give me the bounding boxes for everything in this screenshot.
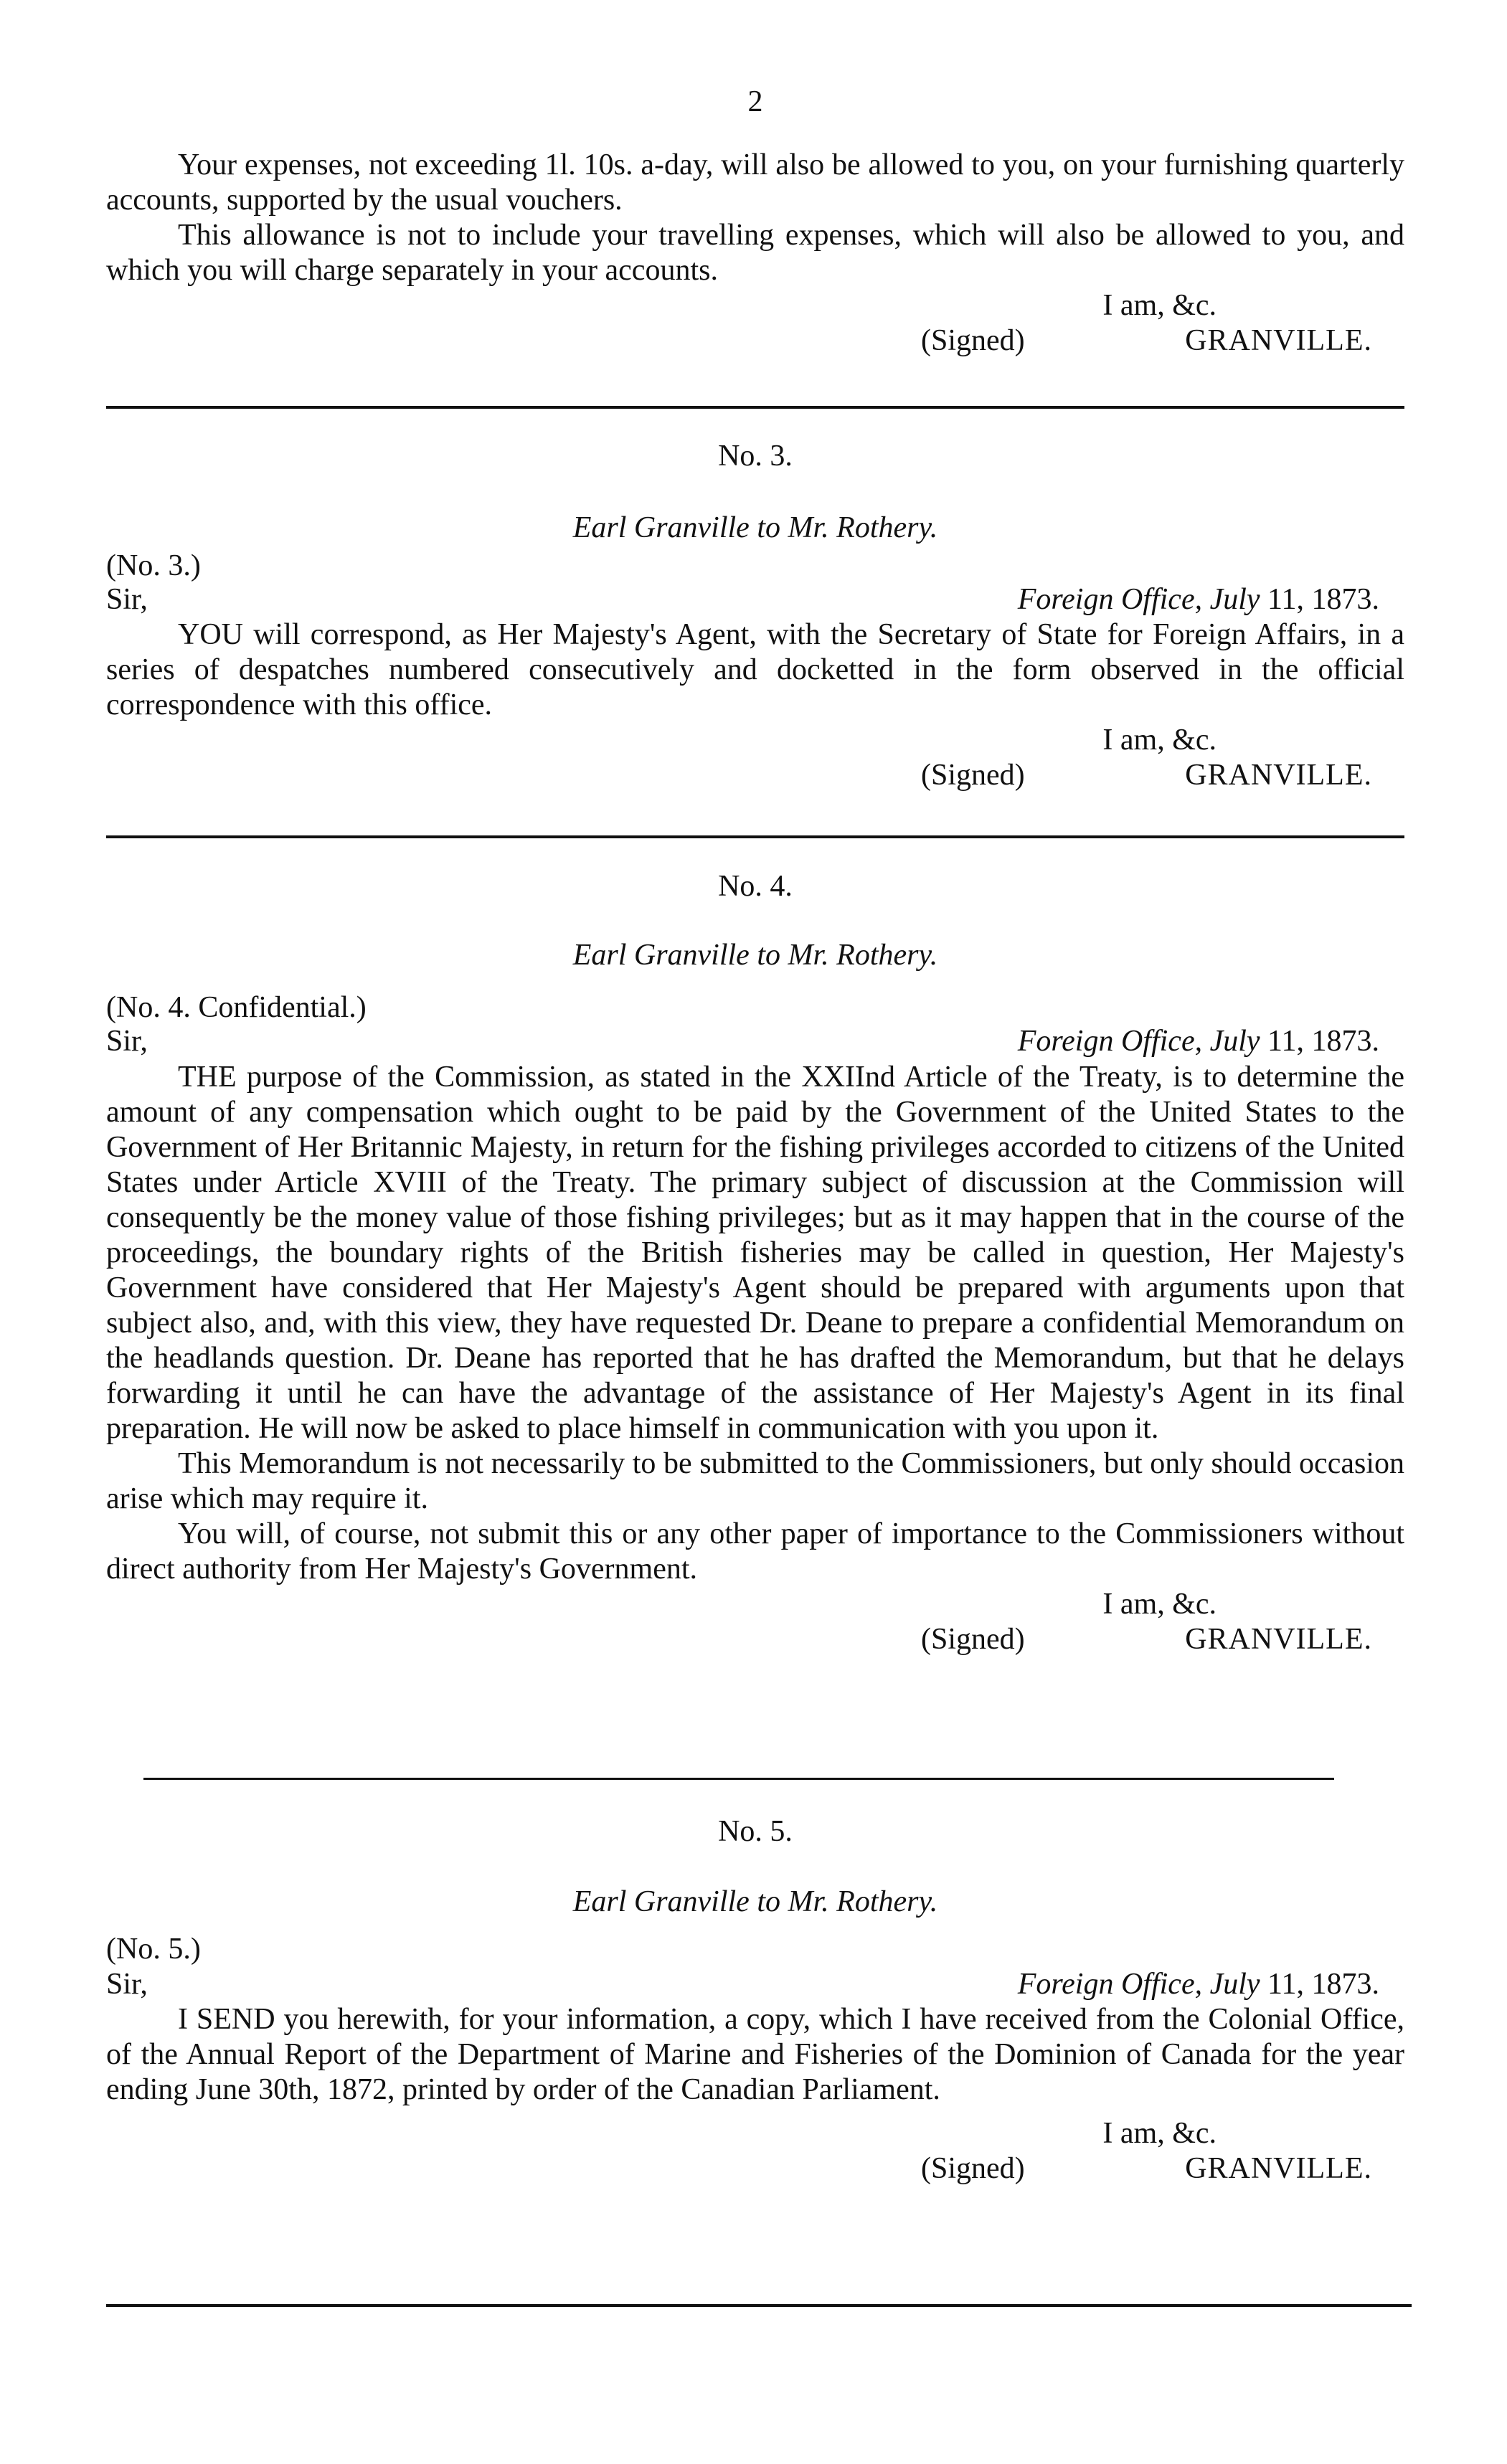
signatory-name: GRANVILLE. xyxy=(1185,2152,1372,2185)
despatch-reference: (No. 3.) xyxy=(106,549,201,582)
paragraph: Your expenses, not exceeding 1l. 10s. a-day, will also be allowed to you, on your furnishing quarterly accounts, supported by the usual vouchers. xyxy=(106,148,1404,217)
section-heading: No. 5. xyxy=(718,1815,793,1848)
section-heading: No. 4. xyxy=(718,870,793,903)
date-place xyxy=(1018,1967,1379,2002)
section-divider xyxy=(106,406,1404,409)
signatory-name: GRANVILLE. xyxy=(1185,1623,1372,1656)
section-subtitle: Earl Granville to Mr. Rothery. xyxy=(572,511,938,544)
place: Foreign Office, July xyxy=(1017,1968,1260,2001)
place: Foreign Office, July xyxy=(1017,1025,1260,1058)
closing: I am, &c. xyxy=(1102,289,1217,322)
paragraph: This Memorandum is not necessarily to be submitted to the Commissioners, but only should occasion arise which may require it. xyxy=(106,1447,1404,1515)
section-divider xyxy=(143,1778,1334,1780)
section-body xyxy=(106,617,1404,793)
closing: I am, &c. xyxy=(1102,2117,1217,2150)
closing: I am, &c. xyxy=(1102,1588,1217,1621)
section-body xyxy=(106,1060,1404,1657)
document-page xyxy=(106,0,1404,2464)
paragraph: YOU will correspond, as Her Majesty's Agent, with the Secretary of State for Foreign Affairs, in a series of despatches numbered consecutively and docketted in the form observed in the official correspondence with this office. xyxy=(106,618,1404,721)
signature-line xyxy=(106,1622,1404,1657)
date: 11, 1873. xyxy=(1267,1968,1379,2001)
despatch-reference: (No. 4. Confidential.) xyxy=(106,991,367,1024)
section-divider xyxy=(106,835,1404,838)
signature-line xyxy=(106,323,1404,359)
section-heading: No. 3. xyxy=(718,440,793,473)
signed-label: (Signed) xyxy=(921,1623,1025,1656)
closing: I am, &c. xyxy=(1102,724,1217,757)
date-place xyxy=(1018,582,1379,617)
date: 11, 1873. xyxy=(1267,1025,1379,1058)
date: 11, 1873. xyxy=(1267,583,1379,616)
salutation: Sir, xyxy=(106,1025,148,1058)
signature-line xyxy=(106,2151,1404,2186)
paragraph: THE purpose of the Commission, as stated in the XXIInd Article of the Treaty, is to determine the amount of any compensation which ought to be paid by the Government of the United States to the Government of Her Britannic Majesty, in return for the fishing privileges accorded to citizens of the United States under Article XVIII of the Treaty. The primary subject of discussion at the Commission will consequently be the money value of those fishing privileges; but as it may happen that in the course of the proceedings, the boundary rights of the British fisheries may be called in question, Her Majesty's Government have considered that Her Majesty's Agent should be prepared with arguments upon that subject also, and, with this view, they have requested Dr. Deane to prepare a confidential Memorandum on the headlands question. Dr. Deane has reported that he has drafted the Memorandum, but that he delays forwarding it until he can have the advantage of the assistance of Her Majesty's Agent in its final preparation. He will now be asked to place himself in communication with you upon it. xyxy=(106,1061,1404,1445)
signed-label: (Signed) xyxy=(921,324,1025,357)
top-section xyxy=(106,148,1404,359)
paragraph: I SEND you herewith, for your information, a copy, which I have received from the Colonial Office, of the Annual Report of the Department of Marine and Fisheries of the Dominion of Canada for the year ending June 30th, 1872, printed by order of the Canadian Parliament. xyxy=(106,2003,1404,2106)
salutation: Sir, xyxy=(106,1968,148,2001)
section-divider xyxy=(106,2304,1412,2307)
signatory-name: GRANVILLE. xyxy=(1185,759,1372,792)
section-subtitle: Earl Granville to Mr. Rothery. xyxy=(572,1885,938,1918)
paragraph: You will, of course, not submit this or any other paper of importance to the Commissioners without direct authority from Her Majesty's Government. xyxy=(106,1517,1404,1586)
salutation: Sir, xyxy=(106,583,148,616)
signature-line xyxy=(106,758,1404,793)
page-number: 2 xyxy=(747,85,763,118)
section-subtitle: Earl Granville to Mr. Rothery. xyxy=(572,939,938,972)
section-body xyxy=(106,2002,1404,2186)
paragraph: This allowance is not to include your travelling expenses, which will also be allowed to you, and which you will charge separately in your accounts. xyxy=(106,219,1404,287)
place: Foreign Office, July xyxy=(1017,583,1260,616)
signed-label: (Signed) xyxy=(921,759,1025,792)
despatch-reference: (No. 5.) xyxy=(106,1933,201,1966)
signed-label: (Signed) xyxy=(921,2152,1025,2185)
signatory-name: GRANVILLE. xyxy=(1185,324,1372,357)
date-place xyxy=(1018,1024,1379,1059)
